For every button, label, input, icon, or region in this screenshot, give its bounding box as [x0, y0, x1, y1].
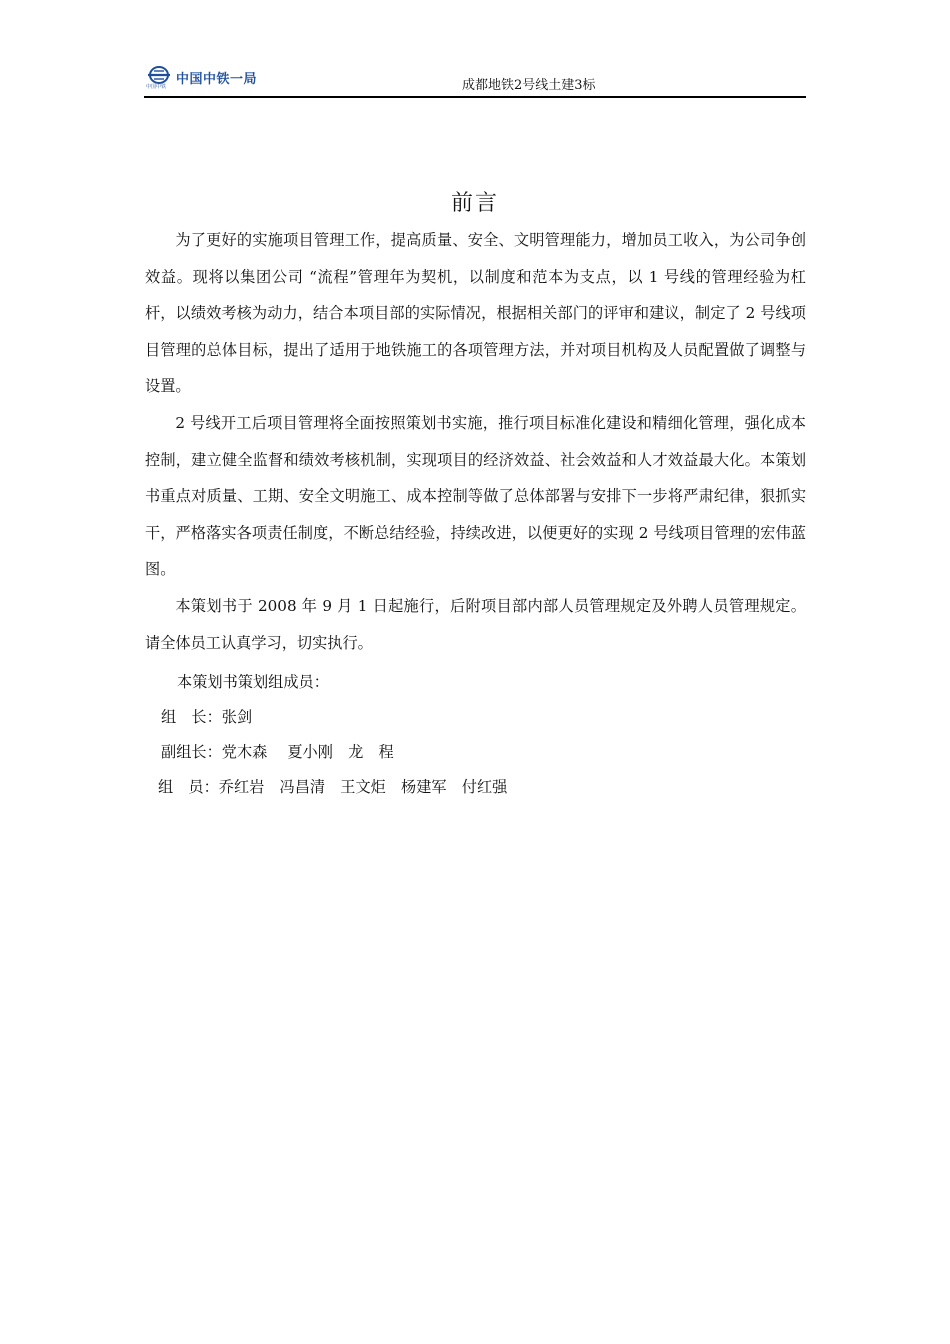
- company-logo: [146, 66, 296, 92]
- paragraph-2: 2 号线开工后项目管理将全面按照策划书实施，推行项目标准化建设和精细化管理，强化成本控制，建立健全监督和绩效考核机制，实现项目的经济效益、社会效益和人才效益最大化。本策划书重点对质量、工期、安全文明施工、成本控制等做了总体部署与安排下一步将严肃纪律，狠抓实干，严格落实各项责任制度，不断总结经验，持续改进，以便更好的实现 2 号线项目管理的宏伟蓝图。: [145, 413, 806, 579]
- deputy-leaders: 副组长：党木森 夏小刚 龙 程: [161, 743, 394, 761]
- document-body: [145, 222, 806, 661]
- planning-group-members: [145, 665, 806, 805]
- group-leader: 组 长：张剑: [161, 708, 253, 726]
- logo-sub-text: 中国中铁: [146, 84, 167, 90]
- document-title: 前言: [450, 191, 499, 216]
- header-title: 成都地铁2号线土建3标: [462, 78, 596, 93]
- logo-main-text: 中国中铁一局: [176, 72, 258, 87]
- members-intro: 本策划书策划组成员：: [177, 673, 329, 691]
- paragraph-1: 为了更好的实施项目管理工作，提高质量、安全、文明管理能力，增加员工收入，为公司争创效益。现将以集团公司 “流程”管理年为契机，以制度和范本为支点，以 1 号线的管理经验为杠杆，以绩效考核为动力，结合本项目部的实际情况，根据相关部门的评审和建议，制定了 2 号线项目管理的总体目标，提出了适用于地铁施工的各项管理方法，并对项目机构及人员配置做了调整与设置。: [145, 231, 806, 396]
- page-header: [144, 64, 806, 98]
- paragraph-3: 本策划书于 2008 年 9 月 1 日起施行，后附项目部内部人员管理规定及外聘人员管理规定。请全体员工认真学习，切实执行。: [145, 596, 806, 652]
- group-members: 组 员：乔红岩 冯昌清 王文炬 杨建军 付红强: [158, 778, 508, 796]
